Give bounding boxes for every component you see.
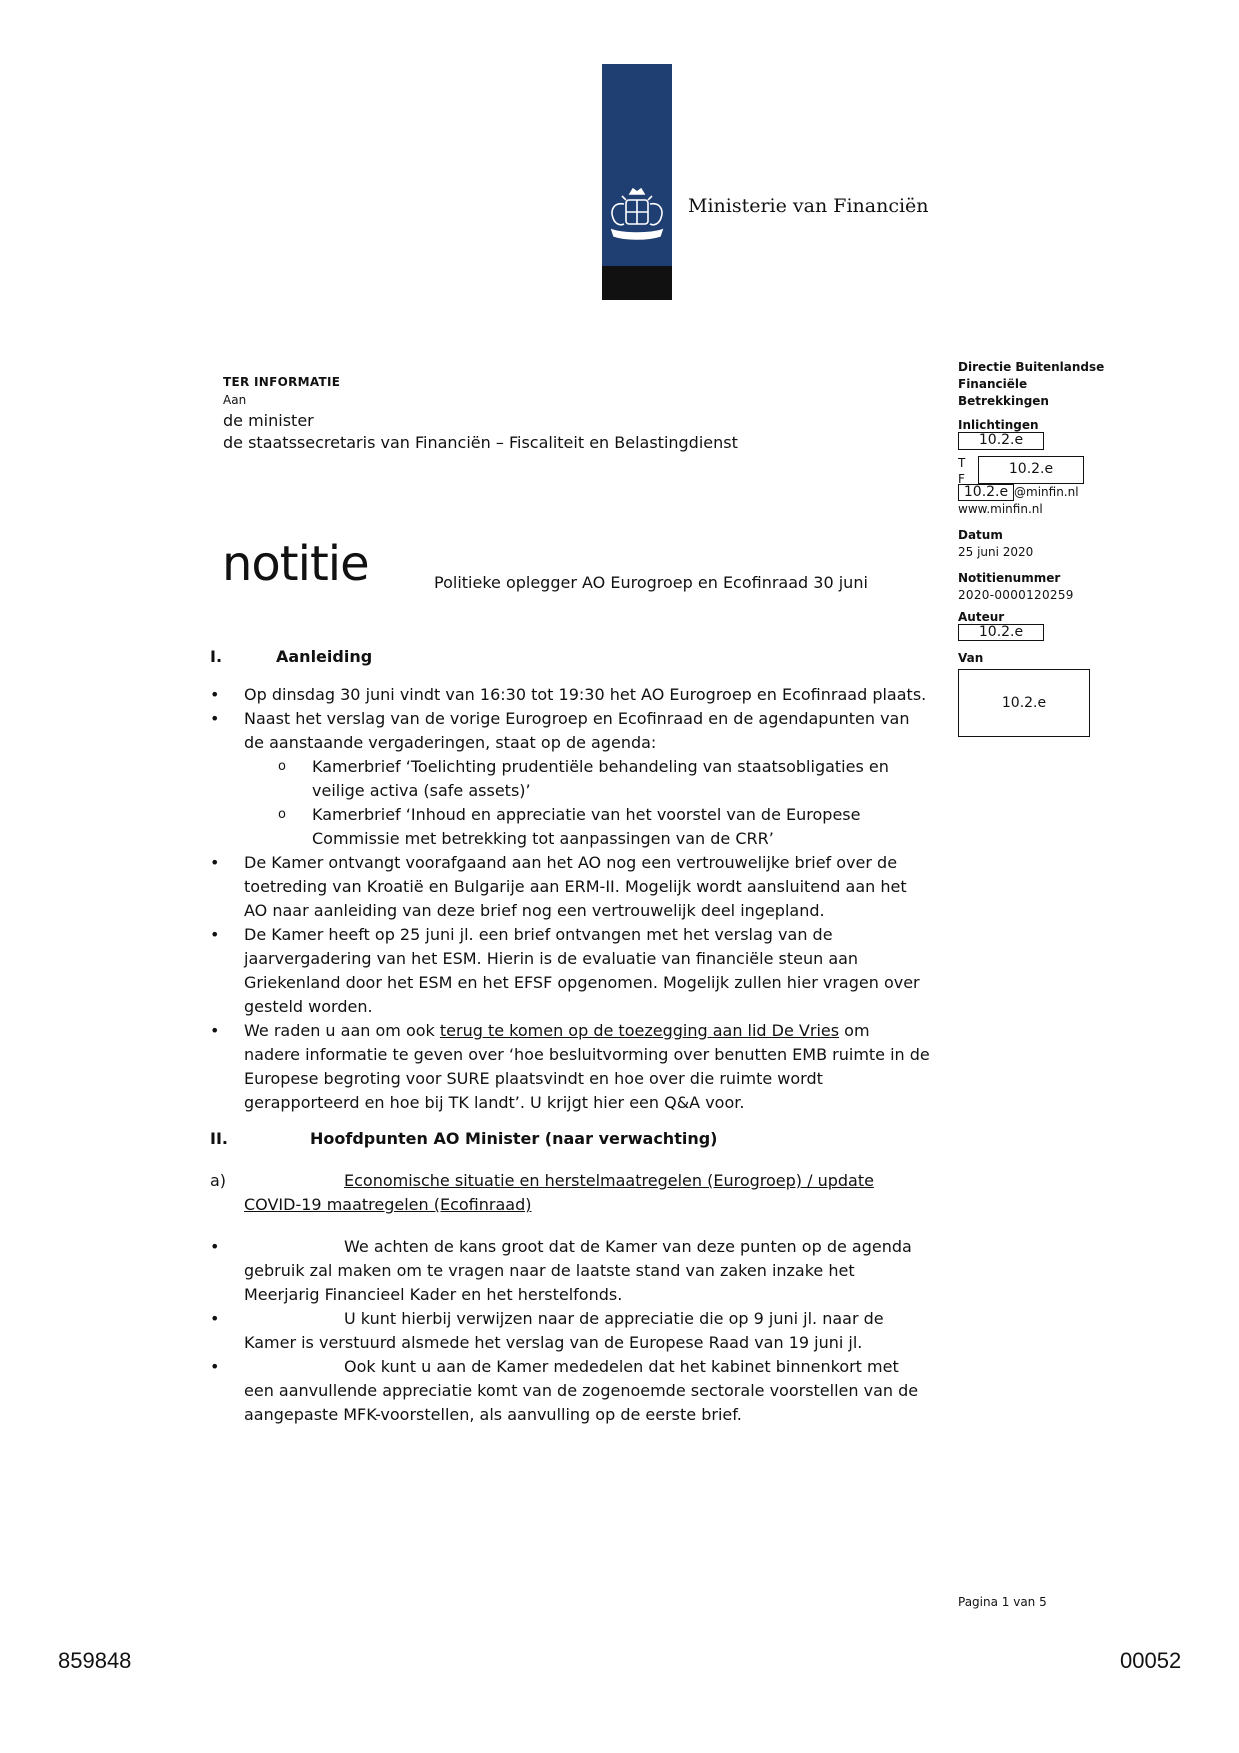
phone-redacted: 10.2.e (978, 456, 1084, 484)
document-body (210, 645, 930, 1427)
bullet-5-underlined: terug te komen op de toezegging aan lid De Vries (439, 1021, 840, 1040)
subsection-a (210, 1169, 930, 1217)
email-domain: @minfin.nl (1014, 485, 1079, 499)
inlichtingen-redacted: 10.2.e (958, 432, 1044, 450)
section-1-bullet-5 (210, 1019, 930, 1115)
section-1-bullet-3: • De Kamer ontvangt voorafgaand aan het AO nog een vertrouwelijke brief over de toetreding van Kroatië en Bulgarije aan ERM-II. Mogelijk wordt aansluitend aan het AO naar aanleiding van deze brief nog een vertrouwelijk deel ingepland. (210, 851, 930, 923)
t-label: T (958, 456, 966, 470)
website: www.minfin.nl (958, 502, 1043, 516)
logo-bar (602, 64, 672, 300)
department-line-3: Betrekkingen (958, 394, 1049, 408)
section-2-bullet-1-text: We achten de kans groot dat de Kamer van deze punten op de agenda gebruik zal maken om te vragen naar de laatste stand van zaken inzake het Meerjarig Financieel Kader en het herstelfonds. (244, 1237, 912, 1304)
document-subject: Politieke oplegger AO Eurogroep en Ecofinraad 30 juni (434, 573, 868, 592)
aan-label: Aan (223, 393, 247, 407)
section-1-subitem-1: o Kamerbrief ‘Toelichting prudentiële behandeling van staatsobligaties en veilige activa (safe assets)’ (278, 755, 930, 803)
email-redacted: 10.2.e (958, 484, 1014, 501)
recipient-staatssecretaris: de staatssecretaris van Financiën – Fiscaliteit en Belastingdienst (223, 433, 738, 452)
category-label: TER INFORMATIE (223, 375, 341, 389)
section-2-list (210, 1235, 930, 1427)
document-type: notitie (222, 536, 369, 592)
bullet-5-pre: We raden u aan om ook (244, 1021, 440, 1040)
section-2-bullet-2-text: U kunt hierbij verwijzen naar de appreciatie die op 9 juni jl. naar de Kamer is verstuurd alsmede het verslag van de Europese Raad van 19 juni jl. (244, 1309, 884, 1352)
section-2-bullet-3 (210, 1355, 930, 1427)
section-1-heading (210, 645, 930, 669)
section-2-bullet-3-text: Ook kunt u aan de Kamer mededelen dat het kabinet binnenkort met een aanvullende appreciatie komt van de zogenoemde sectorale voorstellen van de aangepaste MFK-voorstellen, als aanvulling op de eerste brief. (244, 1357, 919, 1424)
subsection-a-label: a) (210, 1171, 227, 1190)
notitienummer-value: 2020-0000120259 (958, 588, 1074, 602)
auteur-label: Auteur (958, 610, 1005, 624)
document-id-left: 859848 (58, 1648, 132, 1673)
section-2-bullet-2 (210, 1307, 930, 1355)
department-line-1: Directie Buitenlandse (958, 360, 1105, 374)
section-2-bullet-1 (210, 1235, 930, 1307)
section-1-subitem-2: o Kamerbrief ‘Inhoud en appreciatie van het voorstel van de Europese Commissie met betrekking tot aanpassingen van de CRR’ (278, 803, 930, 851)
inlichtingen-label: Inlichtingen (958, 418, 1039, 432)
bullet-5-post: om nadere informatie te geven over ‘hoe besluitvorming over benutten EMB ruimte in de Europese begroting voor SURE plaatsvindt en hoe over die ruimte wordt gerapporteerd en hoe bij TK landt’. U krijgt hier een Q&A voor. (244, 1021, 930, 1112)
department-line-2: Financiële (958, 377, 1028, 391)
ministry-name: Ministerie van Financiën (688, 195, 929, 217)
section-1-list (210, 683, 930, 1115)
section-2-heading (210, 1127, 930, 1151)
notitienummer-label: Notitienummer (958, 571, 1061, 585)
recipient-minister: de minister (223, 411, 314, 430)
subsection-a-title: Economische situatie en herstelmaatregelen (Eurogroep) / update COVID-19 maatregelen (Ecofinraad) (244, 1171, 874, 1214)
auteur-redacted: 10.2.e (958, 624, 1044, 641)
sidebar (958, 360, 1188, 737)
section-1-bullet-4: • De Kamer heeft op 25 juni jl. een brief ontvangen met het verslag van de jaarvergadering van het ESM. Hierin is de evaluatie van financiële steun aan Griekenland door het ESM en het EFSF opgenomen. Mogelijk zullen hier vragen over gesteld worden. (210, 923, 930, 1019)
section-1-bullet-2 (210, 707, 930, 851)
phone-block (958, 456, 1188, 488)
section-1-title: Aanleiding (276, 647, 373, 666)
datum-value: 25 juni 2020 (958, 545, 1034, 559)
crest-icon (604, 186, 670, 248)
van-redacted: 10.2.e (958, 669, 1090, 737)
van-label: Van (958, 651, 984, 665)
f-label: F (958, 472, 965, 486)
section-2-number: II. (210, 1129, 228, 1148)
logo-bar-bottom (602, 266, 672, 300)
page-number: Pagina 1 van 5 (958, 1595, 1047, 1609)
section-1-sublist (244, 755, 930, 851)
section-1-bullet-1: • Op dinsdag 30 juni vindt van 16:30 tot 19:30 het AO Eurogroep en Ecofinraad plaats. (210, 683, 930, 707)
section-1-bullet-2-text: Naast het verslag van de vorige Eurogroep en Ecofinraad en de agendapunten van de aanstaande vergaderingen, staat op de agenda: (244, 709, 910, 752)
document-id-right: 00052 (1120, 1648, 1182, 1673)
datum-label: Datum (958, 528, 1003, 542)
section-1-number: I. (210, 647, 223, 666)
section-2-title: Hoofdpunten AO Minister (naar verwachting) (310, 1129, 718, 1148)
